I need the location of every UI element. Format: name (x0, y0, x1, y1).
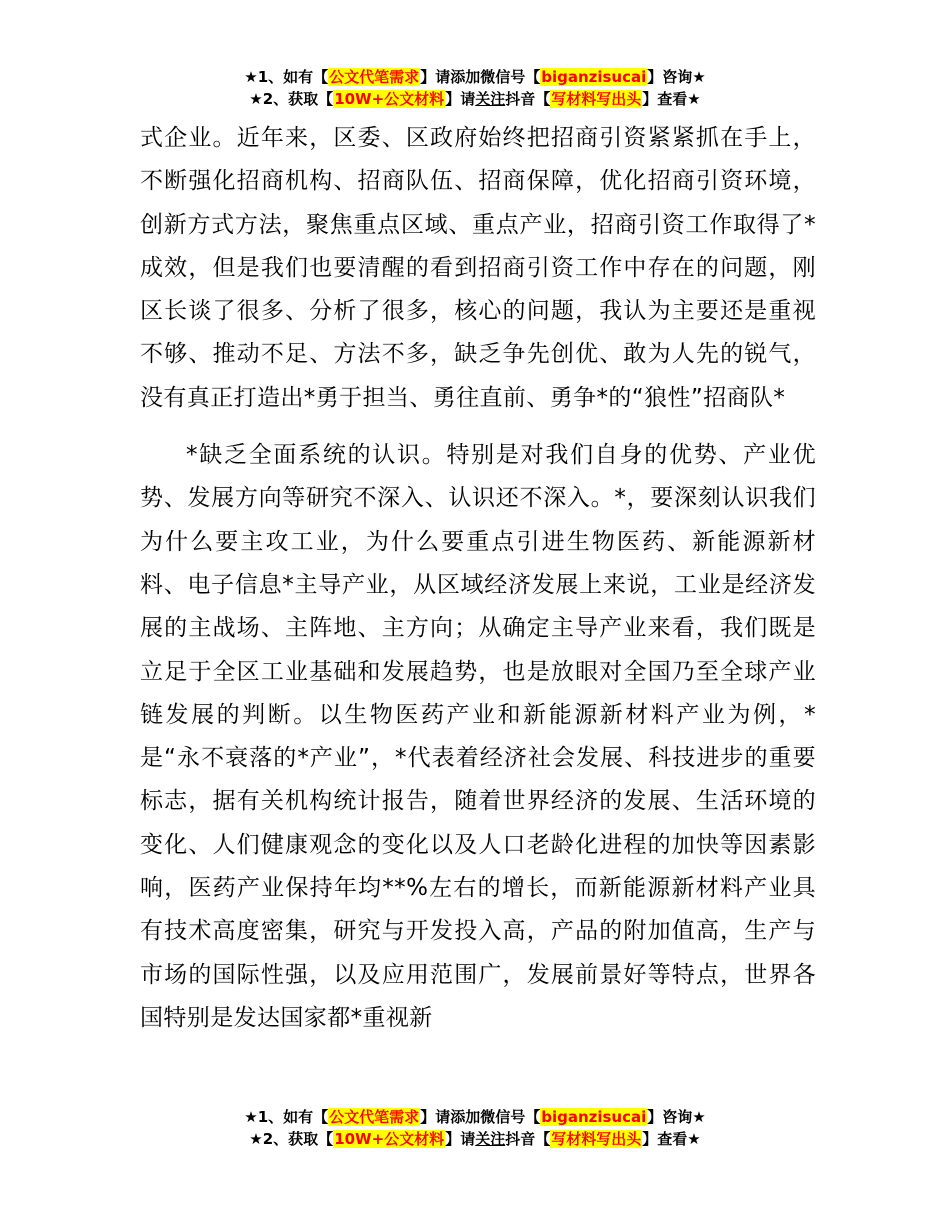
douyin-account-highlight: 写材料写出头 (551, 90, 642, 108)
wechat-id-highlight: biganzisucai (541, 1108, 647, 1126)
materials-highlight: 10W+公文材料 (334, 90, 445, 108)
body-paragraph-2: *缺乏全面系统的认识。特别是对我们自身的优势、产业优势、发展方向等研究不深入、认识还不深入。*，要深刻认识我们为什么要主攻工业，为什么要重点引进生物医药、新能源新材料、电子信息*主导产业，从区域经济发展上来说，工业是经济发展的主战场、主阵地、主方向；从确定主导产业来看，我们既是立足于全区工业基础和发展趋势，也是放眼对全国乃至全球产业链发展的判断。以生物医药产业和新能源新材料产业为例，*是“永不衰落的*产业”，*代表着经济社会发展、科技进步的重要标志，据有关机构统计报告，随着世界经济的发展、生活环境的变化、人们健康观念的变化以及人口老龄化进程的加快等因素影响，医药产业保持年均**%左右的增长，而新能源新材料产业具有技术高度密集，研究与开发投入高，产品的附加值高，生产与市场的国际性强，以及应用范围广，发展前景好等特点，世界各国特别是发达国家都*重视新 (140, 442, 816, 1031)
wechat-id-highlight: biganzisucai (541, 68, 647, 86)
header-line-2: ★2、获取【10W+公文材料】请关注抖音【写材料写出头】查看★ (249, 90, 701, 108)
header-line-1: ★1、如有【公文代笔需求】请添加微信号【biganzisucai】咨询★ (244, 68, 706, 86)
footer-line-2: ★2、获取【10W+公文材料】请关注抖音【写材料写出头】查看★ (249, 1130, 701, 1148)
body-paragraph-1: 式企业。近年来，区委、区政府始终把招商引资紧紧抓在手上，不断强化招商机构、招商队伍、招商保障，优化招商引资环境，创新方式方法，聚焦重点区域、重点产业，招商引资工作取得了*成效，但是我们也要清醒的看到招商引资工作中存在的问题，刚区长谈了很多、分析了很多，核心的问题，我认为主要还是重视不够、推动不足、方法不多，缺乏争先创优、敢为人先的锐气，没有真正打造出*勇于担当、勇往直前、勇争*的“狼性”招商队* (140, 125, 816, 411)
footer-banner (0, 1106, 950, 1150)
service-highlight: 公文代笔需求 (329, 1108, 420, 1126)
douyin-account-highlight: 写材料写出头 (551, 1130, 642, 1148)
document-body (140, 117, 816, 1040)
header-banner (0, 66, 950, 110)
service-highlight: 公文代笔需求 (329, 68, 420, 86)
footer-line-1: ★1、如有【公文代笔需求】请添加微信号【biganzisucai】咨询★ (244, 1108, 706, 1126)
materials-highlight: 10W+公文材料 (334, 1130, 445, 1148)
